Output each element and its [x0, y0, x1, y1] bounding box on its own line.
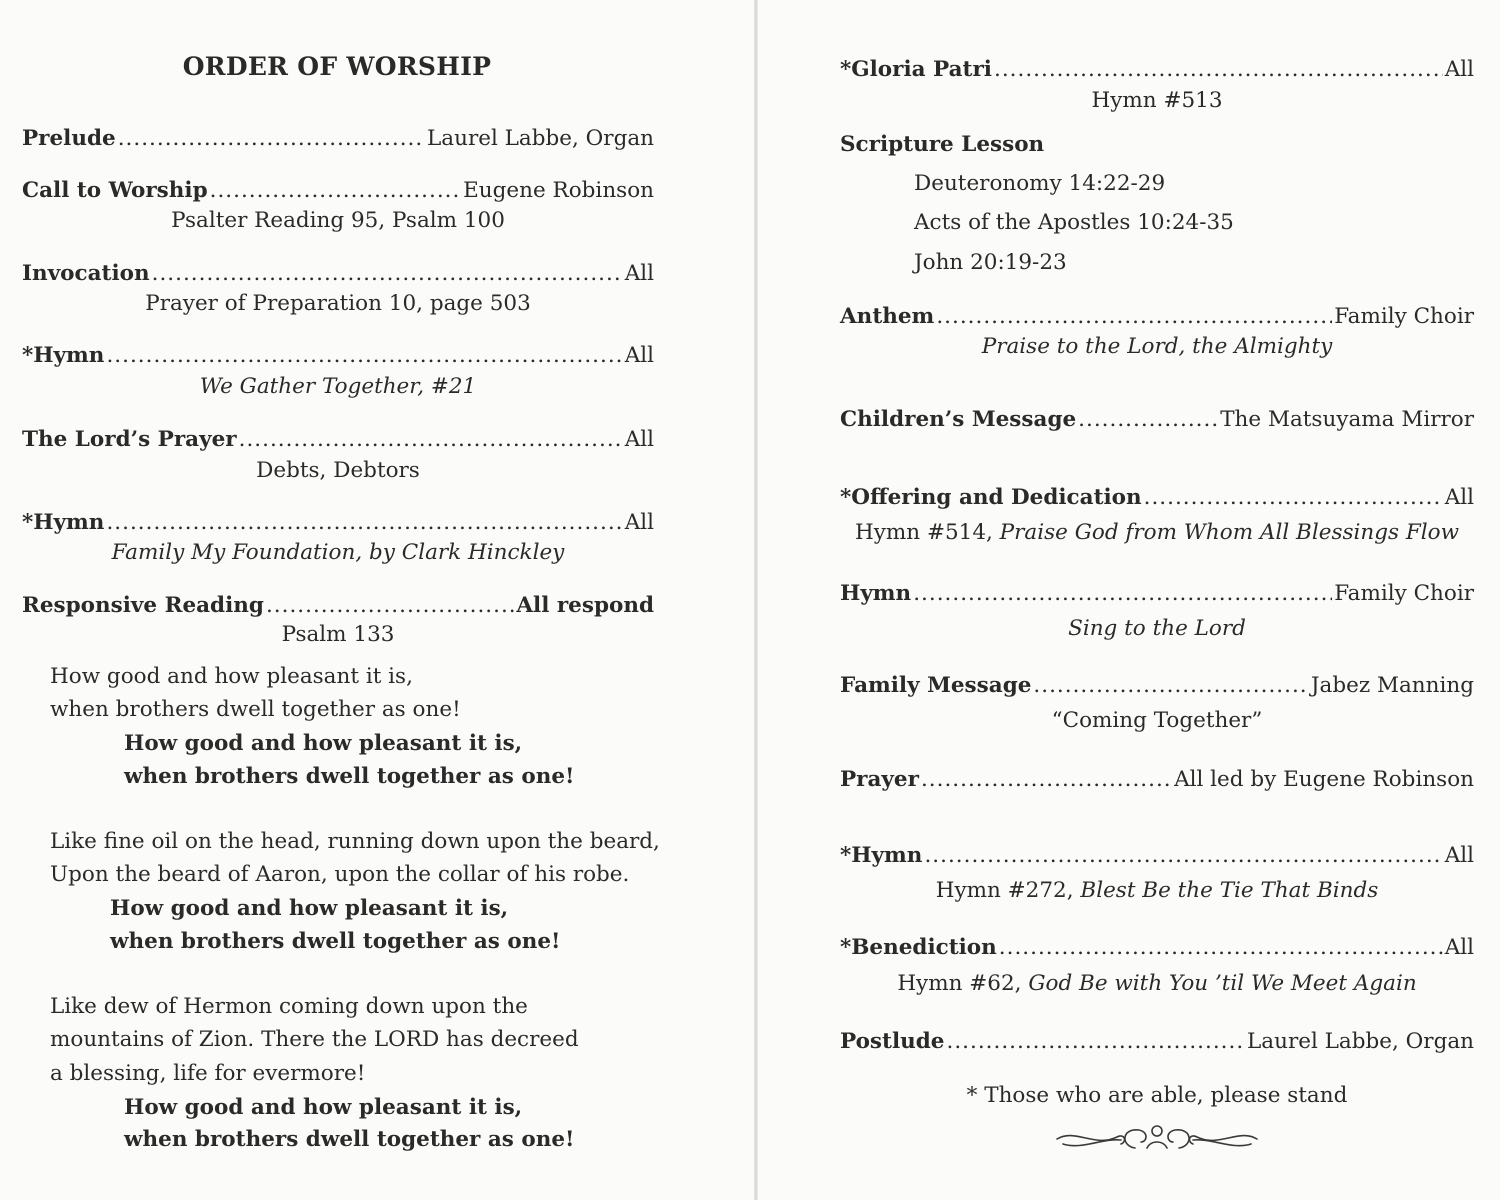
reading-response: How good and how pleasant it is, — [124, 731, 523, 756]
entry-value: All — [1444, 57, 1474, 82]
entry-value: All respond — [516, 593, 654, 618]
entry-subtitle: Psalm 133 — [281, 622, 395, 647]
entry-value: All — [1444, 935, 1474, 960]
entry-subtitle — [840, 971, 1474, 996]
entry-label: Prayer — [840, 767, 919, 792]
scripture-label: Scripture Lesson — [840, 132, 1045, 157]
entry-label: Call to Worship — [22, 178, 208, 203]
entry-subtitle — [840, 878, 1474, 903]
entry-label: *Hymn — [22, 510, 105, 535]
reading-response: How good and how pleasant it is, — [124, 1095, 523, 1120]
entry-label: Family Message — [840, 673, 1032, 698]
reading-line: when brothers dwell together as one! — [50, 697, 461, 722]
reading-response: when brothers dwell together as one! — [124, 764, 575, 789]
hymn-title: Blest Be the Tie That Binds — [1080, 878, 1379, 903]
right-page — [758, 0, 1500, 1200]
page-title: ORDER OF WORSHIP — [182, 52, 492, 81]
entry-subtitle: Family My Foundation, by Clark Hinckley — [111, 540, 565, 565]
entry-value: Laurel Labbe, Organ — [427, 126, 654, 151]
reading-line: mountains of Zion. There the LORD has decreed — [50, 1027, 579, 1052]
entry-subtitle: Sing to the Lord — [1068, 616, 1246, 641]
entry-subtitle: Psalter Reading 95, Psalm 100 — [171, 208, 505, 233]
entry-value: Family Choir — [1334, 581, 1474, 606]
entry-anthem — [840, 304, 1474, 329]
entry-subtitle: Debts, Debtors — [256, 458, 420, 483]
entry-gloria-patri — [840, 57, 1474, 82]
entry-hymn-2 — [22, 510, 654, 535]
entry-value: Jabez Manning — [1310, 673, 1474, 698]
entry-prayer — [840, 767, 1474, 792]
entry-hymn-3 — [840, 581, 1474, 606]
entry-label: Anthem — [840, 304, 935, 329]
entry-value: All led by Eugene Robinson — [1174, 767, 1474, 792]
entry-value: All — [1444, 485, 1474, 510]
scroll-flourish-icon — [1055, 1122, 1259, 1154]
entry-label: Hymn — [840, 581, 912, 606]
footnote: * Those who are able, please stand — [966, 1083, 1348, 1108]
entry-label: *Offering and Dedication — [840, 485, 1142, 510]
entry-value: The Matsuyama Mirror — [1220, 407, 1474, 432]
entry-lords-prayer — [22, 427, 654, 452]
entry-subtitle: “Coming Together” — [1051, 708, 1263, 733]
entry-offering — [840, 485, 1474, 510]
hymn-title: God Be with You ’til We Meet Again — [1028, 971, 1417, 996]
entry-call-to-worship — [22, 178, 654, 203]
hymn-number: Hymn #514, — [854, 520, 1000, 545]
entry-childrens-message — [840, 407, 1474, 432]
entry-subtitle — [840, 520, 1474, 545]
entry-subtitle: Praise to the Lord, the Almighty — [981, 334, 1333, 359]
reading-line: a blessing, life for evermore! — [50, 1061, 366, 1086]
reading-response: when brothers dwell together as one! — [124, 1127, 575, 1152]
scripture-reading: John 20:19-23 — [914, 250, 1067, 275]
entry-subtitle: Hymn #513 — [1091, 88, 1223, 113]
entry-postlude — [840, 1029, 1474, 1054]
reading-line: Like fine oil on the head, running down upon the beard, — [50, 829, 660, 854]
reading-response: How good and how pleasant it is, — [110, 896, 509, 921]
entry-label: The Lord’s Prayer — [22, 427, 237, 452]
entry-hymn-4 — [840, 843, 1474, 868]
entry-prelude — [22, 126, 654, 151]
entry-label: *Hymn — [22, 343, 105, 368]
entry-label: *Benediction — [840, 935, 997, 960]
entry-label: Invocation — [22, 261, 150, 286]
entry-label: Responsive Reading — [22, 593, 264, 618]
reading-line: Like dew of Hermon coming down upon the — [50, 994, 528, 1019]
reading-line: Upon the beard of Aaron, upon the collar of his robe. — [50, 862, 630, 887]
hymn-number: Hymn #62, — [897, 971, 1029, 996]
scripture-reading: Deuteronomy 14:22-29 — [914, 171, 1166, 196]
entry-label: *Hymn — [840, 843, 923, 868]
entry-value: All — [624, 427, 654, 452]
reading-response: when brothers dwell together as one! — [110, 929, 561, 954]
hymn-number: Hymn #272, — [935, 878, 1081, 903]
scripture-reading: Acts of the Apostles 10:24-35 — [914, 210, 1234, 235]
entry-label: Prelude — [22, 126, 116, 151]
entry-responsive-reading — [22, 593, 654, 618]
entry-value: All — [624, 510, 654, 535]
reading-line: How good and how pleasant it is, — [50, 664, 413, 689]
entry-value: Family Choir — [1334, 304, 1474, 329]
entry-invocation — [22, 261, 654, 286]
entry-label: Children’s Message — [840, 407, 1077, 432]
entry-value: All — [624, 343, 654, 368]
hymn-title: Praise God from Whom All Blessings Flow — [999, 520, 1460, 545]
entry-value: All — [624, 261, 654, 286]
entry-label: Postlude — [840, 1029, 945, 1054]
entry-hymn-1 — [22, 343, 654, 368]
entry-value: Laurel Labbe, Organ — [1247, 1029, 1474, 1054]
entry-value: All — [1444, 843, 1474, 868]
entry-subtitle: Prayer of Preparation 10, page 503 — [145, 291, 531, 316]
entry-label: *Gloria Patri — [840, 57, 992, 82]
entry-benediction — [840, 935, 1474, 960]
entry-family-message — [840, 673, 1474, 698]
entry-value: Eugene Robinson — [463, 178, 654, 203]
entry-subtitle: We Gather Together, #21 — [199, 374, 477, 399]
